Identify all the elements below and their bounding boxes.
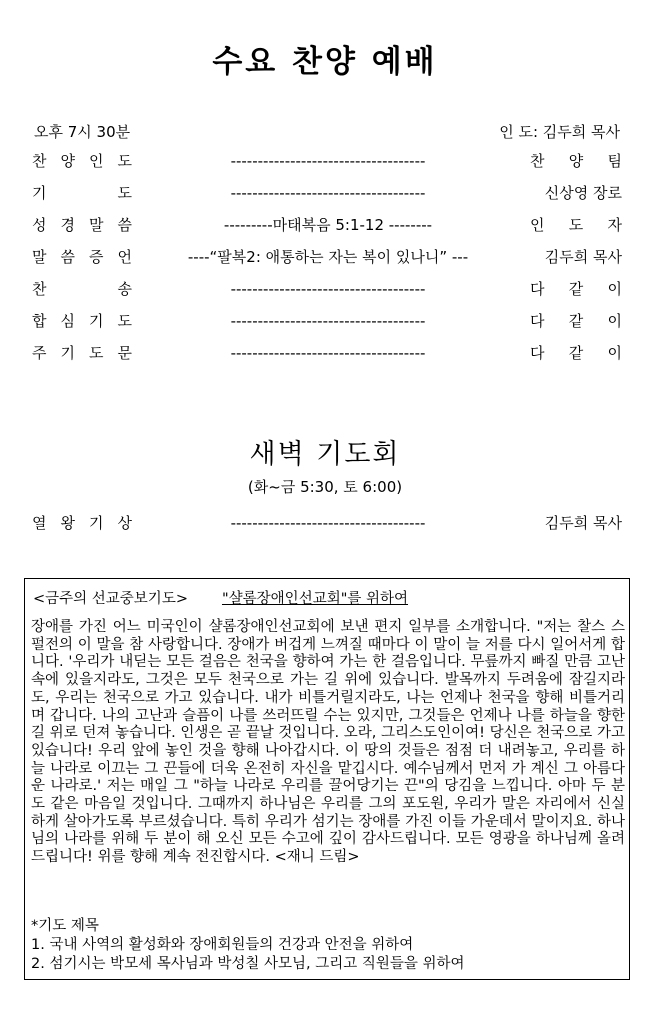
order-person: 다 같 이 <box>530 280 622 298</box>
order-person: 다 같 이 <box>530 344 622 362</box>
mission-letter: 장애를 가진 어느 미국인이 샬롬장애인선교회에 보낸 편지 일부를 소개합니다. "저는 찰스 스펄전의 이 말을 참 사랑합니다. 장애가 버겁게 느껴질 때마다 이 말이 늘 저를 다시 일어서게 합니다. '우리가 내딛는 모든 걸음은 천국을 향하여 가는 한 걸음입니다. 무릎까지 빠질 만큼 고난 속에 있을지라도, 그것은 모두 천국으로 가는 길 위에 있습니다. 발목까지 두려움에 잠길지라도, 우리는 천국으로 가고 있습니다. 내가 비틀거릴지라도, 나는 언제나 천국을 향해 비틀거리며 갑니다. 나의 고난과 슬픔이 나를 쓰러뜨릴 수는 있지만, 그것들은 언제나 나를 하늘을 향한 길 위로 던져 놓습니다. 인생은 곧 끝날 것입니다. 오라, 그리스도인이여! 당신은 천국으로 가고 있습니다! 우리 앞에 놓인 것을 향해 나아갑시다. 이 땅의 것들은 점점 더 내려놓고, 우리를 하늘 나라로 이끄는 그 끈들에 더욱 온전히 자신을 맡깁시다. 예수님께서 먼저 가 계신 그 아름다운 나라로.' 저는 매일 그 "하늘 나라로 우리를 끌어당기는 끈"의 당김을 느낍니다. 아마 두 분도 같은 마음일 것입니다. 그때까지 하나님은 우리를 그의 포도원, 우리가 말은 자리에서 신실하게 살아가도록 부르셨습니다. 특히 우리가 섬기는 장애를 가진 이들 가운데서 말이지요. 하나님의 나라를 위해 두 분이 해 오신 모든 수고에 깊이 감사드립니다. 모든 영광을 하나님께 올려드립니다! 위를 향해 계속 전진합시다. <재니 드림> <box>31 619 625 866</box>
order-label: 찬 송 <box>32 280 132 298</box>
order-person: 신상영 장로 <box>544 184 622 202</box>
order-label: 말 씀 증 언 <box>32 248 132 266</box>
order-detail: ------------------------------------ <box>230 312 426 330</box>
order-detail: ------------------------------------ <box>230 184 426 202</box>
prayer-title: *기도 제목 <box>31 918 99 934</box>
order-row <box>32 310 622 332</box>
mission-heading-row <box>33 587 408 608</box>
mission-prayer-box <box>24 578 630 980</box>
order-row <box>32 512 622 534</box>
service-info <box>34 121 620 141</box>
service-time: 오후 7시 30분 <box>34 123 131 141</box>
order-label: 성 경 말 씀 <box>32 216 132 234</box>
order-detail: ----“팔복2: 애통하는 자는 복이 있나니” --- <box>187 248 469 266</box>
page-title: 수요 찬양 예배 <box>212 44 438 80</box>
order-row <box>32 150 622 172</box>
order-person: 찬 양 팀 <box>530 152 622 170</box>
order-detail: ---------마태복음 5:1-12 -------- <box>223 216 433 234</box>
prayer-item: 2. 섬기시는 박모세 목사님과 박성칠 사모님, 그리고 직원들을 위하여 <box>31 956 465 972</box>
order-person: 인 도 자 <box>530 216 622 234</box>
order-label: 주 기 도 문 <box>32 344 132 362</box>
prayer-item: 1. 국내 사역의 활성화와 장애회원들의 건강과 안전을 위하여 <box>31 937 414 953</box>
order-person: 김두희 목사 <box>544 514 622 532</box>
order-label: 합 심 기 도 <box>32 312 132 330</box>
order-row <box>32 246 622 268</box>
order-label: 열 왕 기 상 <box>32 514 132 532</box>
order-detail: ------------------------------------ <box>230 344 426 362</box>
order-detail: ------------------------------------ <box>230 280 426 298</box>
order-person: 김두희 목사 <box>544 248 622 266</box>
order-label: 찬 양 인 도 <box>32 152 132 170</box>
order-detail: ------------------------------------ <box>230 514 426 532</box>
prayer-list <box>31 917 625 974</box>
mission-target: "샬롬장애인선교회"를 위하여 <box>221 591 409 607</box>
order-row <box>32 278 622 300</box>
order-detail: ------------------------------------ <box>230 152 426 170</box>
order-row <box>32 214 622 236</box>
mission-heading: <금주의 선교중보기도> <box>33 591 188 607</box>
order-label: 기 도 <box>32 184 132 202</box>
order-row <box>32 182 622 204</box>
service-leader: 인 도: 김두희 목사 <box>499 123 620 141</box>
dawn-prayer-title: 새벽 기도회 <box>249 439 401 470</box>
order-person: 다 같 이 <box>530 312 622 330</box>
order-row <box>32 342 622 364</box>
dawn-prayer-time: (화~금 5:30, 토 6:00) <box>247 478 403 496</box>
